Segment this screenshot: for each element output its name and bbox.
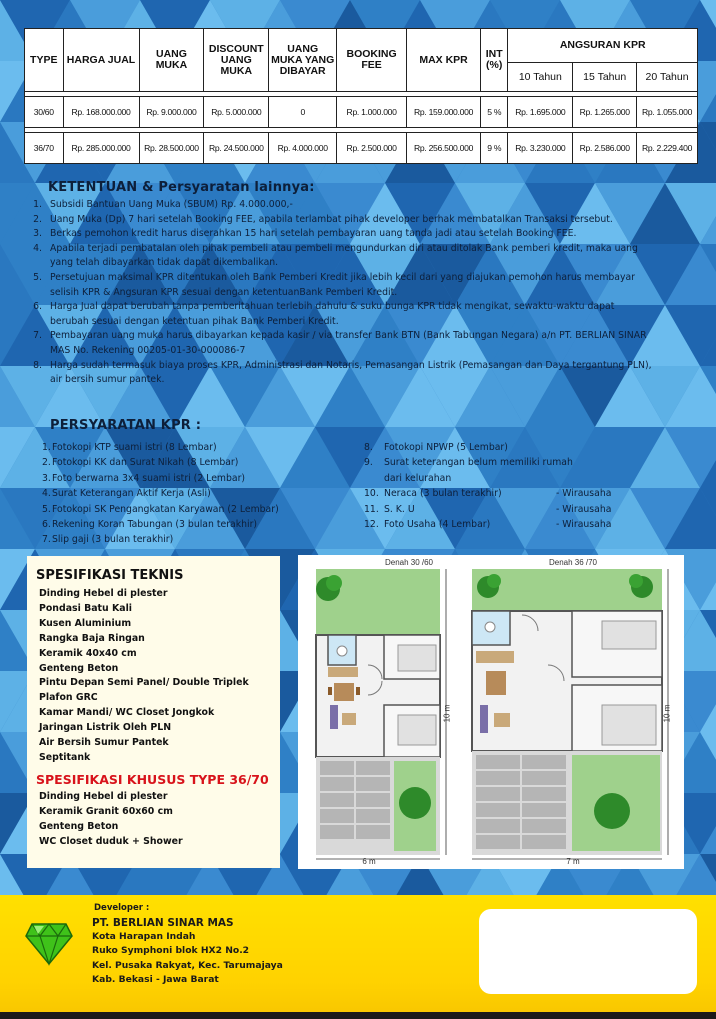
spec-panel xyxy=(27,556,280,868)
list-item: Plafon GRC xyxy=(39,692,98,704)
cell-uang-muka: Rp. 28.500.000 xyxy=(139,133,204,164)
plan-width: 6 m xyxy=(362,857,376,866)
developer-address-line: Kel. Pusaka Rakyat, Kec. Tarumajaya xyxy=(92,959,283,971)
list-item: 10. Neraca (3 bulan terakhir) - Wirausaha xyxy=(364,488,612,500)
developer-address-line: Kota Harapan Indah xyxy=(92,931,196,942)
cell-angsuran-15: Rp. 1.265.000 xyxy=(573,97,637,128)
cell-angsuran-10: Rp. 1.695.000 xyxy=(508,97,573,128)
developer-address-line: Ruko Symphoni blok HX2 No.2 xyxy=(92,945,250,957)
list-item: 11. S. K. U - Wirausaha xyxy=(364,503,612,515)
list-item: 2. Uang Muka (Dp) 7 hari setelah Booking FEE, apabila terlambat pihak developer berhak membatalkan Transaksi tersebut. xyxy=(33,213,613,225)
spec-khusus-title: SPESIFIKASI KHUSUS TYPE 36/70 xyxy=(36,771,269,787)
header-angsuran: ANGSURAN KPR xyxy=(508,29,698,63)
developer-address-line: Kab. Bekasi - Jawa Barat xyxy=(92,973,219,985)
persyaratan-list-right xyxy=(364,440,684,532)
cell-harga: Rp. 168.000.000 xyxy=(63,97,139,128)
list-item: 4. Apabila terjadi pembatalan oleh pihak pembeli atau pembeli mengundurkan diri atau ditolak Bank pemberi kredit, maka uang yang telah dibayarkan tidak dapat dikembalikan. xyxy=(33,242,638,269)
list-item: 3. Berkas pemohon kredit harus diserahkan 15 hari setelah pembayaran uang tanda jadi atau setelah Booking FEE. xyxy=(33,228,577,240)
floor-plan-drawing xyxy=(462,555,684,869)
cell-dibayar: Rp. 4.000.000 xyxy=(269,133,337,164)
header-tenor-20: 20 Tahun xyxy=(637,63,698,92)
cell-harga: Rp. 285.000.000 xyxy=(63,133,139,164)
plan-label: Denah 36 /70 xyxy=(548,558,598,567)
list-item: Dinding Hebel di plester xyxy=(39,588,168,599)
list-item: 3. Foto berwarna 3x4 suami istri (2 Lembar) xyxy=(42,472,246,484)
header-discount: DISCOUNT UANG MUKA xyxy=(204,29,269,92)
ketentuan-list xyxy=(30,198,652,388)
list-item: Genteng Beton xyxy=(39,662,119,674)
list-item: Keramik 40x40 cm xyxy=(39,647,137,659)
header-max-kpr: MAX KPR xyxy=(407,29,481,92)
list-item: 2. Fotokopi KK dan Surat Nikah (8 Lembar) xyxy=(42,457,239,469)
developer-info xyxy=(92,903,283,987)
cell-angsuran-20: Rp. 2.229.400 xyxy=(637,133,698,164)
cell-angsuran-10: Rp. 3.230.000 xyxy=(508,133,573,164)
list-item: Keramik Granit 60x60 cm xyxy=(39,805,173,817)
cell-angsuran-15: Rp. 2.586.000 xyxy=(573,133,637,164)
list-item: 5. Fotokopi SK Pengangkatan Karyawan (2 Lembar) xyxy=(42,503,279,515)
cell-type: 36/70 xyxy=(25,133,64,164)
contact-box xyxy=(479,909,697,994)
list-item: Dinding Hebel di plester xyxy=(39,790,168,802)
list-item: 1. Subsidi Bantuan Uang Muka (SBUM) Rp. 4.000.000,- xyxy=(33,199,293,210)
plan-depth: 10 m xyxy=(442,704,452,723)
header-harga-jual: HARGA JUAL xyxy=(63,29,139,92)
list-item: 8. Harga sudah termasuk biaya proses KPR, Administrasi dan Notaris, Pemasangan Listrik (Pemasangan dan Daya tergantung PLN), air bersih sumur pantek. xyxy=(33,359,652,386)
ketentuan-title: KETENTUAN & Persyaratan lainnya: xyxy=(48,180,315,195)
header-int: INT (%) xyxy=(481,29,508,92)
list-item: 4. Surat Keterangan Aktif Kerja (Asli) xyxy=(42,488,211,500)
table-row xyxy=(25,97,698,128)
cell-discount: Rp. 5.000.000 xyxy=(204,97,269,128)
header-type: TYPE xyxy=(25,29,64,92)
floor-plan-36-70 xyxy=(462,555,684,869)
cell-int: 5 % xyxy=(481,97,508,128)
list-item: 1. Fotokopi KTP suami istri (8 Lembar) xyxy=(42,442,217,453)
plan-label: Denah 30 /60 xyxy=(384,558,434,567)
table-row xyxy=(25,133,698,164)
list-item: 7. Pembayaran uang muka harus dibayarkan kepada kasir / via transfer Bank BTN (Bank Tabungan Negara) a/n PT. BERLIAN SINAR MAS No. Rekening 00205-01-30-000086-7 xyxy=(33,330,647,356)
price-table xyxy=(24,28,698,164)
list-item: Rangka Baja Ringan xyxy=(39,632,145,644)
list-item: 5. Persetujuan maksimal KPR ditentukan oleh Bank Pemberi Kredit jika lebih kecil dari yang diajukan pemohon harus membayar selisih KPR & Angsuran KPR sesuai dengan ketentuanBank Pemberi Kredit. xyxy=(33,271,636,298)
persyaratan-title: PERSYARATAN KPR : xyxy=(50,418,202,433)
developer-label: Developer : xyxy=(94,903,150,913)
developer-name: PT. BERLIAN SINAR MAS xyxy=(92,917,234,929)
list-item: Pintu Depan Semi Panel/ Double Triplek xyxy=(39,677,249,689)
spec-khusus-list xyxy=(36,790,280,850)
persyaratan-list-left xyxy=(42,440,362,548)
cell-max-kpr: Rp. 159.000.000 xyxy=(407,97,481,128)
cell-dibayar: 0 xyxy=(269,97,337,128)
list-item: WC Closet duduk + Shower xyxy=(39,835,183,847)
list-item: 6. Harga Jual dapat berubah tanpa pemberitahuan terlebih dahulu & suku bunga KPR tidak mengikat, sewaktu-waktu dapat berubah sesuai dengan ketentuan pihak Bank Pemberi Kredit. xyxy=(33,301,615,327)
list-item: Kusen Aluminium xyxy=(39,617,132,629)
list-item: 6. Rekening Koran Tabungan (3 bulan terakhir) xyxy=(42,519,258,531)
list-item: 8. Fotokopi NPWP (5 Lembar) xyxy=(364,442,508,453)
cell-discount: Rp. 24.500.000 xyxy=(204,133,269,164)
list-item: 9. Surat keterangan belum memiliki rumah xyxy=(364,457,573,469)
list-item: Air Bersih Sumur Pantek xyxy=(39,737,169,749)
cell-type: 30/60 xyxy=(25,97,64,128)
plan-depth: 10 m xyxy=(662,704,672,723)
cell-int: 9 % xyxy=(481,133,508,164)
plan-width: 7 m xyxy=(566,857,580,866)
spec-list xyxy=(36,587,280,766)
header-uang-muka: UANG MUKA xyxy=(139,29,204,92)
header-booking-fee: BOOKING FEE xyxy=(337,29,407,92)
cell-uang-muka: Rp. 9.000.000 xyxy=(139,97,204,128)
header-uang-muka-dibayar: UANG MUKA YANG DIBAYAR xyxy=(269,29,337,92)
spec-title: SPESIFIKASI TEKNIS xyxy=(36,568,184,583)
cell-booking: Rp. 1.000.000 xyxy=(337,97,407,128)
cell-booking: Rp. 2.500.000 xyxy=(337,133,407,164)
list-item: Kamar Mandi/ WC Closet Jongkok xyxy=(39,707,215,719)
diamond-logo-icon xyxy=(24,918,74,968)
list-item: 7. Slip gaji (3 bulan terakhir) xyxy=(42,534,174,546)
cell-angsuran-20: Rp. 1.055.000 xyxy=(637,97,698,128)
header-tenor-15: 15 Tahun xyxy=(573,63,637,92)
cell-max-kpr: Rp. 256.500.000 xyxy=(407,133,481,164)
list-item: Pondasi Batu Kali xyxy=(39,602,132,614)
list-item: Jaringan Listrik Oleh PLN xyxy=(39,722,172,734)
header-tenor-10: 10 Tahun xyxy=(508,63,573,92)
footer-stripe xyxy=(0,1012,716,1019)
list-item: Septitank xyxy=(39,751,91,763)
list-item: Genteng Beton xyxy=(39,820,119,832)
list-item: dari kelurahan xyxy=(384,472,452,484)
list-item: 12. Foto Usaha (4 Lembar) - Wirausaha xyxy=(364,519,612,531)
